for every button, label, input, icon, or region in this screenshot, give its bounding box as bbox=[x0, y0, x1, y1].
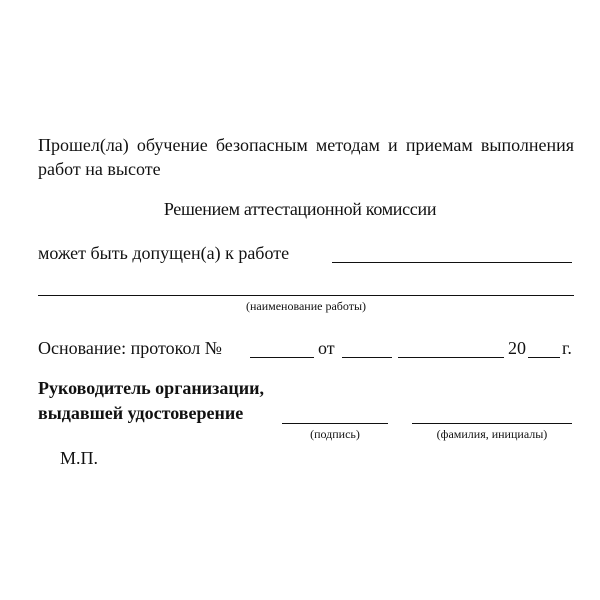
commission-decision: Решением аттестационной комиссии bbox=[163, 199, 437, 219]
work-name-caption: (наименование работы) bbox=[245, 299, 367, 313]
seal-mark: М.П. bbox=[60, 448, 99, 468]
protocol-month-field-line[interactable] bbox=[398, 357, 504, 358]
signature-field-line[interactable] bbox=[282, 423, 388, 424]
name-caption: (фамилия, инициалы) bbox=[436, 427, 548, 441]
protocol-year-field-line[interactable] bbox=[528, 357, 560, 358]
year-prefix: 20 bbox=[508, 338, 526, 358]
basis-label: Основание: протокол № bbox=[38, 338, 222, 358]
from-label: от bbox=[318, 338, 335, 358]
year-suffix: г. bbox=[562, 338, 572, 358]
protocol-number-field-line[interactable] bbox=[250, 357, 314, 358]
training-paragraph: Прошел(ла) обучение безопасным методам и приемам выполнения работ на высоте bbox=[38, 135, 574, 179]
work-name-field-line[interactable] bbox=[38, 295, 574, 296]
head-title-line1: Руководитель организации, bbox=[38, 378, 264, 398]
work-field-line[interactable] bbox=[332, 262, 572, 263]
admission-label: может быть допущен(а) к работе bbox=[38, 243, 290, 263]
name-field-line[interactable] bbox=[412, 423, 572, 424]
signature-caption: (подпись) bbox=[310, 427, 360, 441]
protocol-day-field-line[interactable] bbox=[342, 357, 392, 358]
head-title-line2: выдавшей удостоверение bbox=[38, 403, 244, 423]
